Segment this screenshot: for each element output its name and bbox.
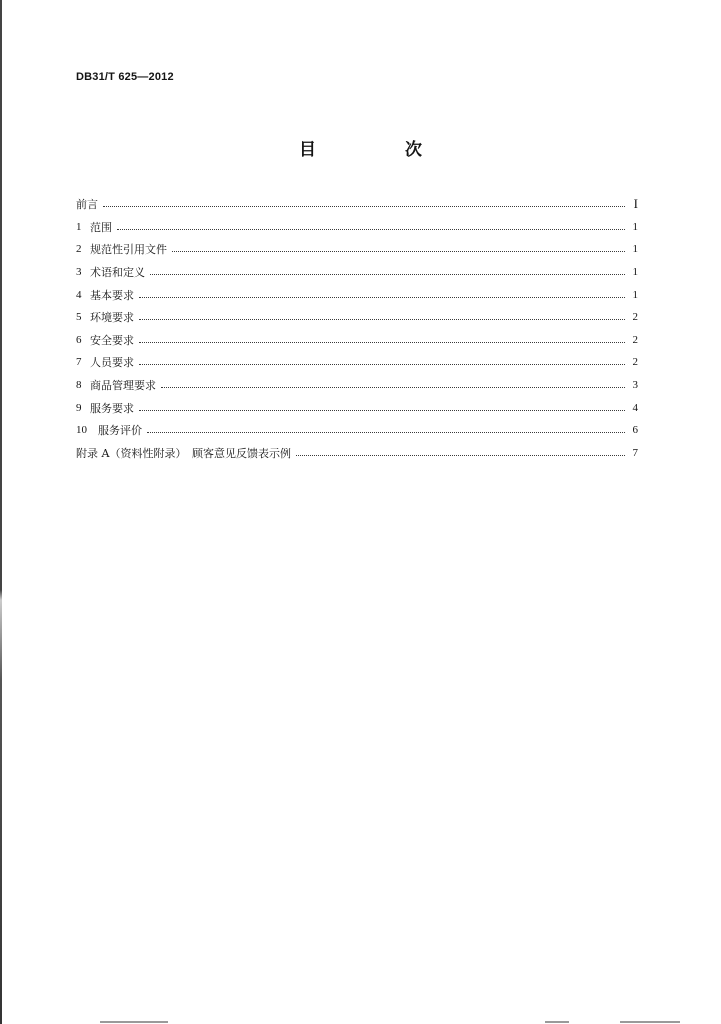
toc-entry-number: 9	[76, 401, 82, 414]
toc-entry-service-requirements[interactable]	[76, 396, 638, 419]
toc-entry-page: 6	[632, 424, 638, 437]
toc-entry-number: 1	[76, 220, 82, 233]
toc-entry-page: 1	[632, 266, 638, 279]
toc-entry-terms-definitions[interactable]	[76, 261, 638, 284]
toc-entry-number: 10	[76, 424, 87, 437]
toc-entry-number: 6	[76, 333, 82, 346]
toc-entry-number: 2	[76, 243, 82, 256]
toc-entry-label: 规范性引用文件	[90, 243, 167, 257]
toc-entry-number: 7	[76, 356, 82, 369]
toc-entry-page: I	[633, 196, 638, 212]
toc-entry-number: 3	[76, 266, 82, 279]
dot-leader	[150, 273, 625, 275]
dot-leader	[161, 386, 625, 388]
dot-leader	[172, 250, 625, 252]
toc-entry-scope[interactable]	[76, 216, 638, 239]
toc-entry-page: 7	[632, 446, 638, 459]
toc-entry-page: 4	[632, 401, 638, 414]
scan-artifact	[545, 1021, 569, 1023]
dot-leader	[117, 228, 625, 230]
toc-entry-page: 1	[632, 220, 638, 233]
toc-entry-number: 8	[76, 379, 82, 392]
toc-entry-personnel-requirements[interactable]	[76, 351, 638, 374]
toc-entry-label: 术语和定义	[90, 266, 145, 280]
dot-leader	[103, 205, 625, 207]
document-code-header: DB31/T 625—2012	[76, 71, 174, 83]
scan-artifact	[100, 1021, 168, 1023]
toc-entry-number: 5	[76, 311, 82, 324]
toc-entry-label: 商品管理要求	[90, 379, 156, 393]
toc-entry-label: 范围	[90, 220, 112, 234]
dot-leader	[139, 341, 625, 343]
toc-entry-service-evaluation[interactable]	[76, 419, 638, 442]
toc-entry-label: 前言	[76, 198, 98, 212]
toc-entry-foreword[interactable]	[76, 193, 638, 216]
toc-entry-page: 2	[632, 333, 638, 346]
toc-entry-basic-requirements[interactable]	[76, 283, 638, 306]
toc-entry-page: 1	[632, 288, 638, 301]
toc-entry-number: 4	[76, 288, 82, 301]
toc-entry-label: 服务评价	[98, 424, 142, 438]
toc-entry-safety-requirements[interactable]	[76, 329, 638, 352]
toc-entry-label: 附录 A（资料性附录） 顾客意见反馈表示例	[76, 446, 291, 460]
toc-entry-goods-management[interactable]	[76, 374, 638, 397]
dot-leader	[139, 318, 625, 320]
toc-entry-label: 人员要求	[90, 356, 134, 370]
page-title: 目 次	[299, 140, 458, 160]
toc-entry-environment-requirements[interactable]	[76, 306, 638, 329]
dot-leader	[139, 363, 625, 365]
toc-entry-label: 环境要求	[90, 311, 134, 325]
toc-entry-label: 基本要求	[90, 288, 134, 302]
toc-entry-normative-references[interactable]	[76, 238, 638, 261]
toc-entry-page: 2	[632, 356, 638, 369]
toc-entry-label: 服务要求	[90, 401, 134, 415]
table-of-contents	[76, 193, 638, 464]
dot-leader	[139, 296, 625, 298]
toc-entry-page: 2	[632, 311, 638, 324]
toc-entry-page: 3	[632, 379, 638, 392]
toc-entry-label: 安全要求	[90, 333, 134, 347]
toc-entry-page: 1	[632, 243, 638, 256]
scan-artifact	[620, 1021, 680, 1023]
toc-entry-appendix-a[interactable]	[76, 442, 638, 465]
dot-leader	[296, 454, 625, 456]
dot-leader	[139, 409, 625, 411]
dot-leader	[147, 431, 625, 433]
